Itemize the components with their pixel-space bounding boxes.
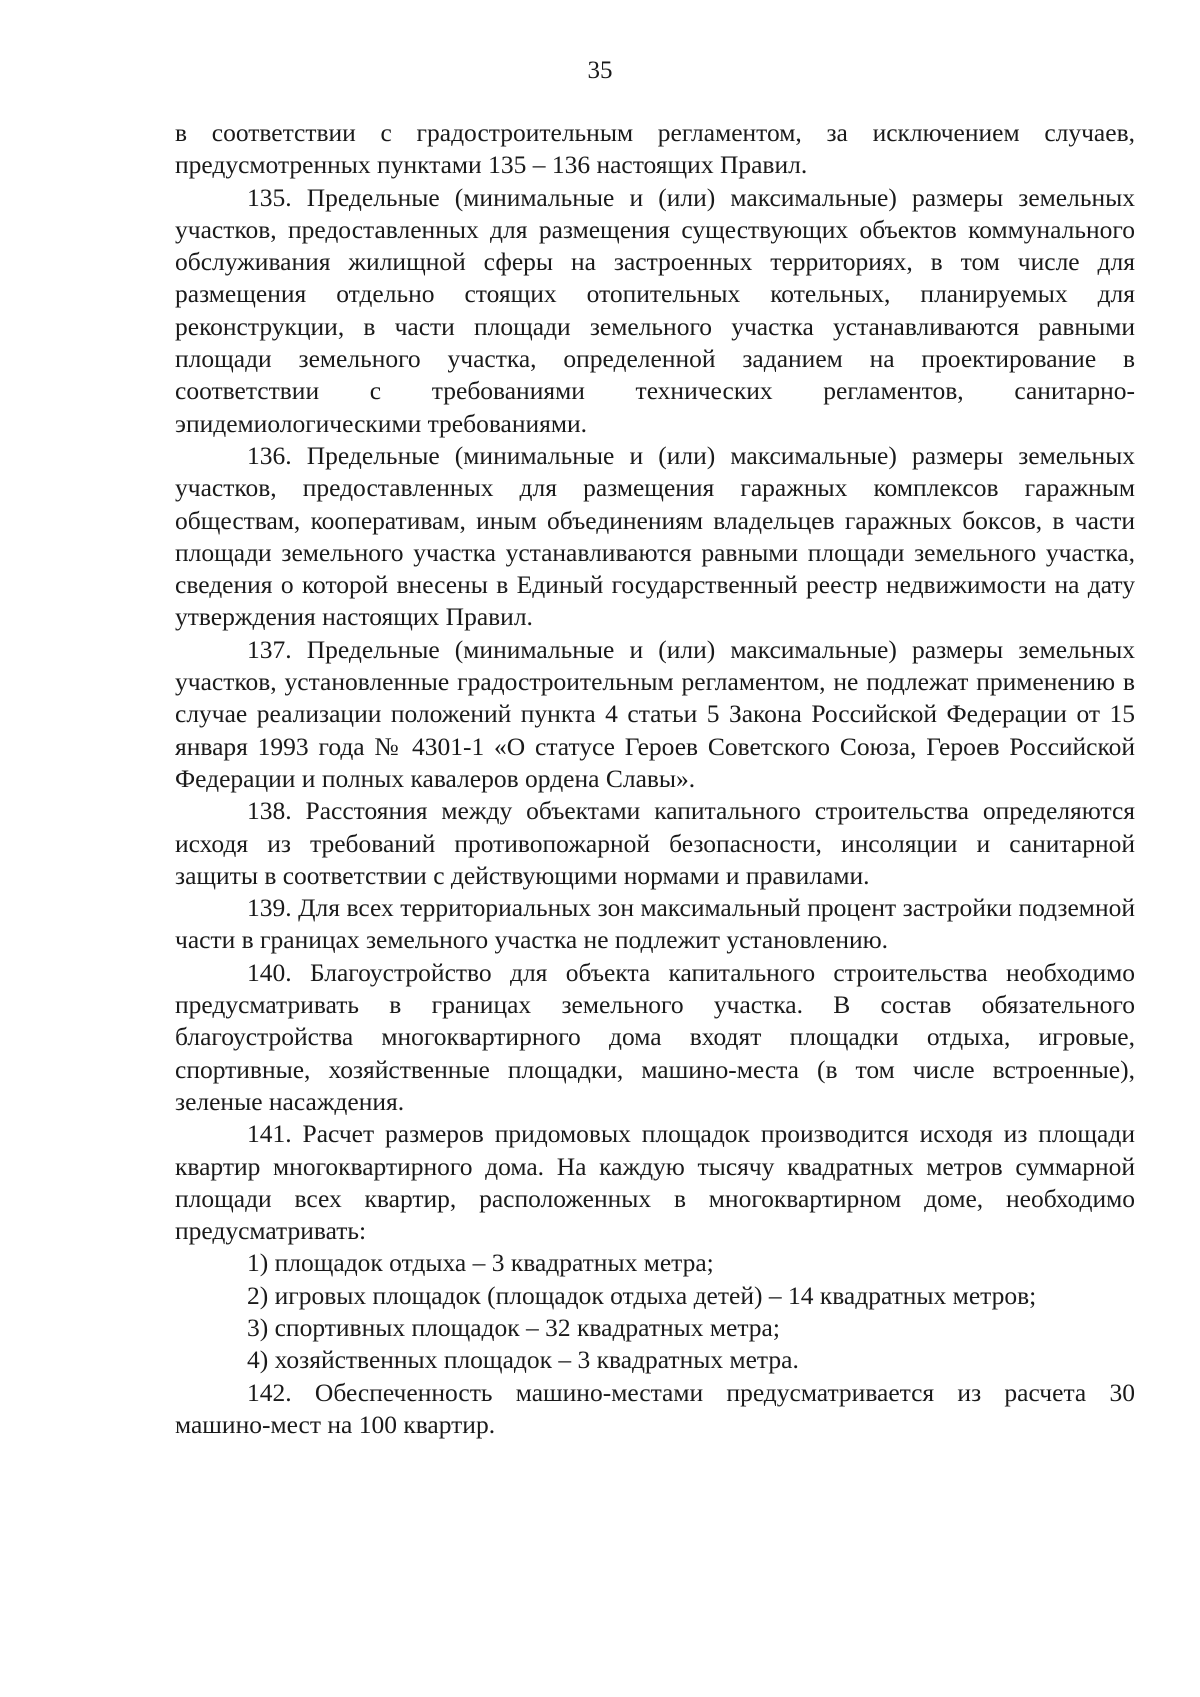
paragraph-142: 142. Обеспеченность машино-местами предусматривается из расчета 30 машино-мест на 100 квартир. [175,1377,1135,1439]
paragraph-135: 135. Предельные (минимальные и (или) максимальные) размеры земельных участков, предоставленных для размещения существующих объектов коммунального обслуживания жилищной сферы на застроенных территориях, в том числе для размещения отдельно стоящих отопительных котельных, планируемых для реконструкции, в части площади земельного участка устанавливаются равными площади земельного участка, определенной заданием на проектирование в соответствии с требованиями технических регламентов, санитарно-эпидемиологическими требованиями. [175,182,1135,438]
paragraph-continuation: в соответствии с градостроительным регламентом, за исключением случаев, предусмотренных пунктами 135 – 136 настоящих Правил. [175,118,1135,180]
list-item-1: 1) площадок отдыха – 3 квадратных метра; [247,1248,714,1278]
paragraph-139: 139. Для всех территориальных зон максимальный процент застройки подземной части в границах земельного участка не подлежит установлению. [175,893,1135,955]
list-item-2: 2) игровых площадок (площадок отдыха детей) – 14 квадратных метров; [247,1280,1037,1310]
paragraph-138: 138. Расстояния между объектами капитального строительства определяются исходя из требований противопожарной безопасности, инсоляции и санитарной защиты в соответствии с действующими нормами и правилами. [175,796,1135,890]
paragraph-141: 141. Расчет размеров придомовых площадок производится исходя из площади квартир многоквартирного дома. На каждую тысячу квадратных метров суммарной площади всех квартир, расположенных в многоквартирном доме, необходимо предусматривать: [175,1119,1135,1246]
list-item-4: 4) хозяйственных площадок – 3 квадратных метра. [247,1345,799,1375]
paragraph-136: 136. Предельные (минимальные и (или) максимальные) размеры земельных участков, предоставленных для размещения гаражных комплексов гаражным обществам, кооперативам, иным объединениям владельцев гаражных боксов, в части площади земельного участка устанавливаются равными площади земельного участка, сведения о которой внесены в Единый государственный реестр недвижимости на дату утверждения настоящих Правил. [175,440,1135,632]
paragraph-140: 140. Благоустройство для объекта капитального строительства необходимо предусматривать в границах земельного участка. В состав обязательного благоустройства многоквартирного дома входят площадки отдыха, игровые, спортивные, хозяйственные площадки, машино-места (в том числе встроенные), зеленые насаждения. [175,957,1135,1116]
page-number: 35 [587,57,613,84]
paragraph-137: 137. Предельные (минимальные и (или) максимальные) размеры земельных участков, установленные градостроительным регламентом, не подлежат применению в случае реализации положений пункта 4 статьи 5 Закона Российской Федерации от 15 января 1993 года № 4301-1 «О статусе Героев Советского Союза, Героев Российской Федерации и полных кавалеров ордена Славы». [175,634,1135,793]
list-item-3: 3) спортивных площадок – 32 квадратных метра; [247,1312,780,1342]
document-body [175,117,1135,1441]
